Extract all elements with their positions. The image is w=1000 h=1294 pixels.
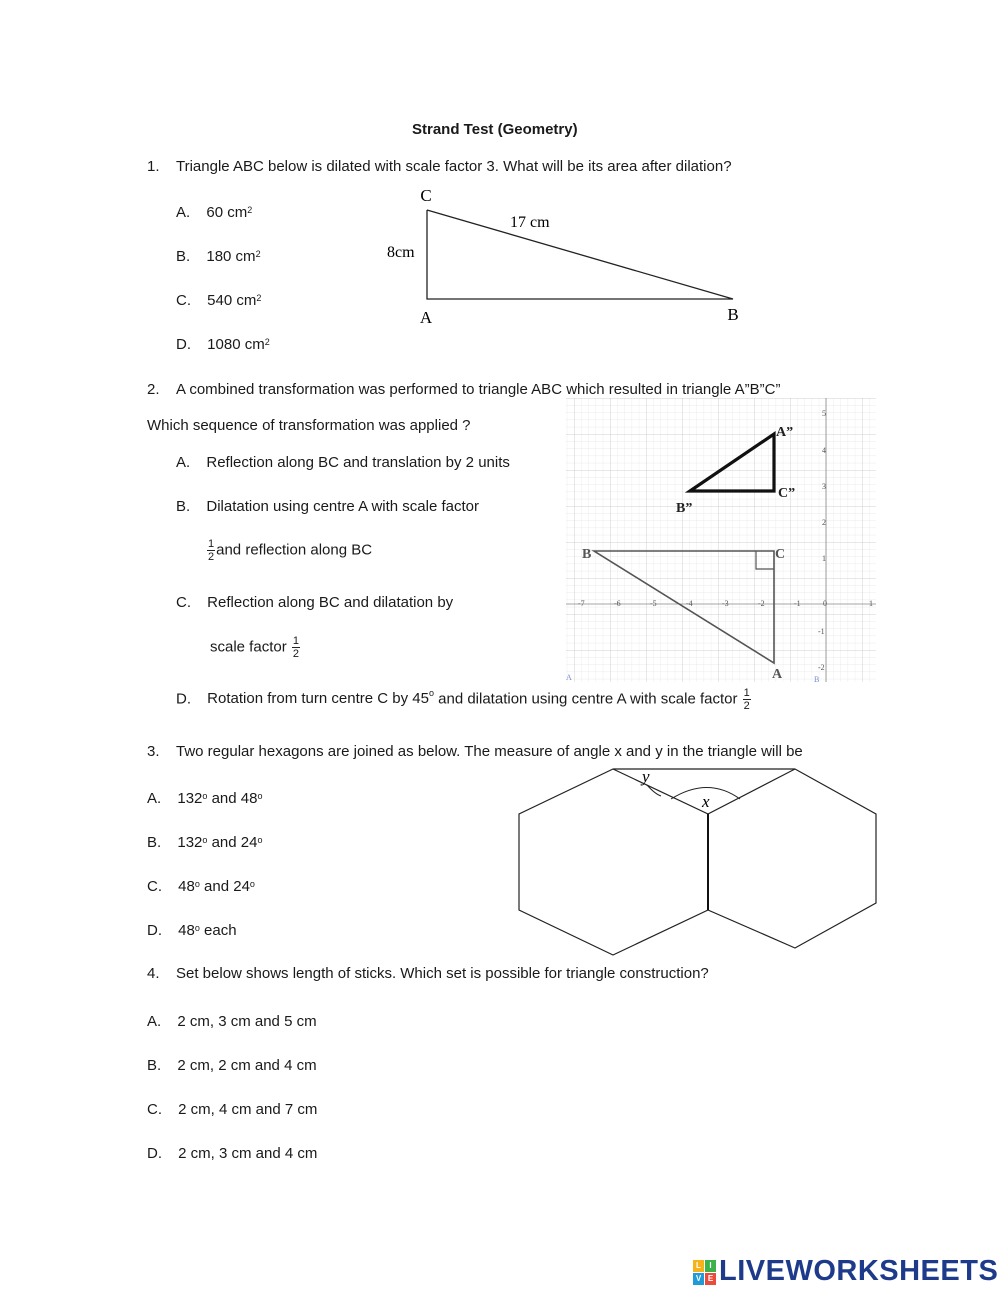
option-letter: A. (147, 1013, 162, 1030)
option-text: 540 cm (207, 292, 257, 309)
option-text: 2 cm, 4 cm and 7 cm (178, 1101, 318, 1118)
q4-option-c[interactable] (147, 1101, 317, 1119)
side-cb-label: 17 cm (510, 214, 550, 231)
option-text: Rotation from turn centre C by 45 (207, 690, 429, 708)
q2-option-c[interactable] (176, 594, 453, 612)
q3-option-a[interactable] (147, 790, 262, 808)
superscript: o (249, 879, 255, 889)
option-letter: D. (147, 1145, 162, 1162)
transformation-grid-figure (566, 398, 876, 682)
option-letter: B. (176, 498, 191, 515)
superscript: o (194, 879, 200, 889)
triangle-abc-figure (380, 180, 760, 330)
q1-option-c[interactable] (176, 292, 261, 310)
superscript: o (257, 791, 263, 801)
svg-text:2: 2 (822, 518, 826, 527)
option-text: 180 cm (206, 248, 256, 265)
option-letter: A. (147, 790, 162, 807)
corner-label-b: B (814, 675, 820, 682)
page-title: Strand Test (Geometry) (412, 121, 578, 138)
q2-option-d[interactable] (176, 687, 752, 712)
label-b-double-prime: B” (676, 501, 693, 516)
triangle-outline (427, 210, 733, 299)
angle-x-label: x (702, 792, 710, 811)
svg-text:-2: -2 (818, 663, 825, 672)
option-letter: C. (147, 878, 162, 895)
side-ca-label: 8cm (387, 244, 415, 261)
option-text-mid: and 48 (207, 790, 258, 807)
label-c-double-prime: C” (778, 486, 796, 501)
question-2-text: A combined transformation was performed to triangle ABC which resulted in triangle A”B”C” (176, 381, 781, 398)
q1-option-b[interactable] (176, 248, 261, 266)
option-letter: C. (176, 594, 191, 611)
fraction-half: $\frac{1}{2}$ (292, 635, 299, 660)
svg-text:-1: -1 (818, 627, 825, 636)
q2-option-c-continuation (210, 635, 301, 660)
svg-text:0: 0 (823, 599, 827, 608)
option-text-mid: each (199, 922, 237, 939)
option-letter: C. (176, 292, 191, 309)
superscript: o (202, 835, 208, 845)
svg-text:-7: -7 (578, 599, 585, 608)
superscript: o (194, 923, 200, 933)
option-text: 132 (177, 790, 203, 807)
q2-option-a[interactable] (176, 454, 510, 472)
svg-text:-2: -2 (758, 599, 765, 608)
option-text: Reflection along BC and dilatation by (207, 594, 454, 611)
option-letter: A. (176, 454, 191, 471)
superscript: 2 (247, 205, 253, 215)
label-c: C (775, 547, 786, 562)
svg-text:5: 5 (822, 409, 826, 418)
option-text: 2 cm, 3 cm and 4 cm (178, 1145, 318, 1162)
right-hexagon (708, 769, 876, 948)
left-hexagon (519, 769, 708, 955)
superscript: 2 (255, 249, 261, 259)
question-2-number: 2. (147, 381, 160, 398)
superscript: o (257, 835, 263, 845)
option-text: 48 (178, 878, 195, 895)
option-text-mid: and 24 (199, 878, 250, 895)
option-text-cont: and dilatation using centre A with scale factor (433, 690, 738, 708)
svg-text:4: 4 (822, 446, 826, 455)
q1-option-d[interactable] (176, 336, 270, 354)
q3-option-c[interactable] (147, 878, 255, 896)
question-3-number: 3. (147, 743, 160, 760)
svg-text:-6: -6 (614, 599, 621, 608)
question-2-subtext: Which sequence of transformation was applied ? (147, 417, 471, 434)
question-3-text: Two regular hexagons are joined as below. The measure of angle x and y in the triangle will be (176, 743, 803, 760)
logo-text: LIVEWORKSHEETS (719, 1255, 999, 1287)
label-a-double-prime: A” (776, 425, 794, 440)
option-text-mid: and 24 (207, 834, 258, 851)
option-text: Reflection along BC and translation by 2 units (206, 454, 510, 471)
option-letter: A. (176, 204, 191, 221)
option-text: 48 (178, 922, 195, 939)
option-text: Dilatation using centre A with scale factor (206, 498, 480, 515)
superscript: 2 (256, 293, 262, 303)
svg-text:1: 1 (869, 599, 873, 608)
label-a: A (772, 667, 783, 682)
grid-background (566, 398, 876, 682)
vertex-a-label: A (419, 308, 433, 327)
superscript: o (202, 791, 208, 801)
option-letter: D. (176, 336, 191, 353)
fraction-half: $\frac{1}{2}$ (208, 538, 215, 563)
vertex-c-label: C (420, 186, 432, 205)
svg-text:-4: -4 (686, 599, 693, 608)
q3-option-d[interactable] (147, 922, 237, 940)
liveworksheets-logo[interactable] (693, 1255, 998, 1288)
option-text-cont: and reflection along BC (216, 541, 373, 559)
q4-option-b[interactable] (147, 1057, 317, 1075)
superscript: 2 (264, 337, 270, 347)
option-text: 2 cm, 2 cm and 4 cm (177, 1057, 317, 1074)
option-text: 2 cm, 3 cm and 5 cm (177, 1013, 317, 1030)
q2-option-b-continuation (206, 538, 372, 563)
vertex-b-label: B (727, 305, 739, 324)
option-letter: B. (147, 834, 162, 851)
q1-option-a[interactable] (176, 204, 252, 222)
option-letter: B. (147, 1057, 162, 1074)
corner-label-a: A (566, 673, 572, 682)
option-letter: C. (147, 1101, 162, 1118)
logo-mark-icon: L I V E (693, 1260, 715, 1284)
q3-option-b[interactable] (147, 834, 262, 852)
svg-text:-3: -3 (722, 599, 729, 608)
option-letter: D. (147, 922, 162, 939)
question-1-number: 1. (147, 158, 160, 175)
option-text: 132 (177, 834, 203, 851)
svg-text:-1: -1 (794, 599, 801, 608)
question-4-text: Set below shows length of sticks. Which set is possible for triangle construction? (176, 965, 709, 982)
q4-option-a[interactable] (147, 1013, 317, 1031)
svg-text:-5: -5 (650, 599, 657, 608)
option-letter: D. (176, 690, 191, 708)
q4-option-d[interactable] (147, 1145, 317, 1163)
superscript: o (428, 688, 434, 698)
option-text: 60 cm (206, 204, 248, 221)
option-text-cont: scale factor (210, 638, 287, 656)
q2-option-b[interactable] (176, 498, 479, 516)
question-4-number: 4. (147, 965, 160, 982)
option-text: 1080 cm (207, 336, 265, 353)
label-b: B (582, 547, 592, 562)
fraction-half: $\frac{1}{2}$ (743, 687, 750, 712)
option-letter: B. (176, 248, 191, 265)
question-1-text: Triangle ABC below is dilated with scale factor 3. What will be its area after dilation? (176, 158, 732, 175)
angle-y-label: y (642, 767, 650, 786)
hexagons-figure (515, 764, 880, 960)
svg-text:3: 3 (822, 482, 826, 491)
svg-text:1: 1 (822, 554, 826, 563)
